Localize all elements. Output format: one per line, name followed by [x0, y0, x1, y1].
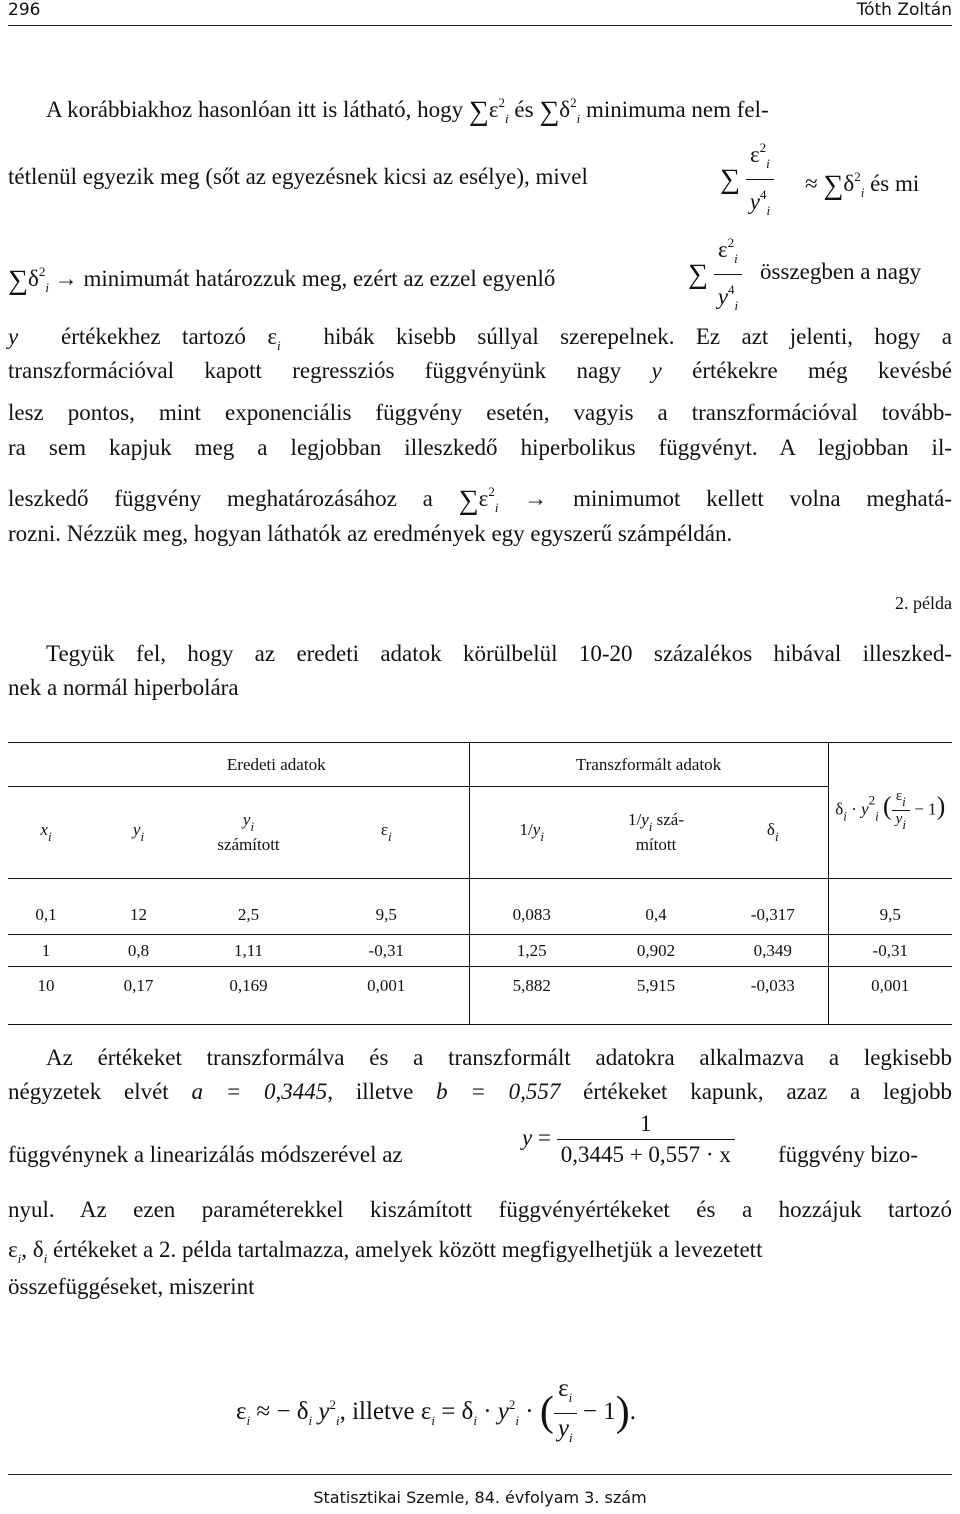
- footer-rule: [8, 1474, 952, 1475]
- frac-numerator: 1: [557, 1109, 735, 1140]
- cell: 0,001: [367, 975, 406, 995]
- text: leszkedő függvény meghatározásához a: [8, 486, 433, 511]
- cell: 10: [37, 975, 55, 995]
- page-number: 296: [8, 0, 41, 20]
- running-header: [0, 0, 960, 24]
- cell: 0,169: [229, 975, 268, 995]
- para1-line4: y értékekhez tartozó $\varepsilon_i$ hibák kisebb súllyal szerepelnek. Ez azt jelenti, hogy a: [8, 324, 952, 353]
- table-row: [8, 897, 952, 935]
- cell: -0,033: [750, 975, 795, 995]
- example-table: [8, 742, 952, 1025]
- text: szá-: [656, 810, 685, 829]
- table-row: [8, 935, 952, 967]
- cell: 2,5: [237, 905, 260, 925]
- sum-eps-sq: $\sum\varepsilon^2_i$: [468, 95, 509, 127]
- para3-line1: Az értékeket transzformálva és a transzformált adatokra alkalmazva a legkisebb: [46, 1045, 952, 1070]
- final-equation: $\varepsilon_i$ ≈ − $\delta_i$ $y^2_i$, illetve $\varepsilon_i = \delta_i \cdot y^2_i$ · ( $\frac{\varepsilon_i}{y_i}$ − 1).: [236, 1375, 636, 1445]
- para1-line5: transzformációval kapott regressziós függvényünk nagy y értékekre még kevésbé: [8, 358, 953, 383]
- cell: 1,25: [469, 935, 594, 967]
- formula-hyperbola: y = $\frac{1}{0,3445 + 0,557 \cdot x}$: [522, 1109, 735, 1170]
- text: hibák kisebb súllyal szerepelnek. Ez azt jelenti, hogy a: [323, 324, 952, 349]
- text: tétlenül egyezik meg (sőt az egyezésnek kicsi az esélye), mivel: [8, 164, 588, 189]
- formula-eps-over-y4: ∑ $\frac{\varepsilon^2_i}{y^4_i}$: [720, 133, 774, 226]
- col-header-inv-y: $1/y_i$: [469, 787, 594, 879]
- cell: 0,8: [127, 940, 150, 960]
- text: értékekhez tartozó: [61, 324, 246, 349]
- para2-line2: nek a normál hiperbolára: [8, 675, 239, 700]
- text: összegben a nagy: [760, 259, 921, 284]
- text: értékeket a 2. példa tartalmazza, amelyek között megfigyelhetjük a levezetett: [53, 1237, 763, 1262]
- cell: -0,317: [750, 905, 795, 925]
- para1-line9: rozni. Nézzük meg, hogyan láthatók az eredmények egy egyszerű számpéldán.: [8, 521, 733, 546]
- header-rule: [8, 25, 952, 26]
- formula-eps-over-y4-b: ∑ $\frac{\varepsilon^2_i}{y^4_i}$: [688, 228, 742, 321]
- para3-line6: összefüggéseket, miszerint: [8, 1274, 255, 1299]
- cell: 0,349: [753, 940, 792, 960]
- cell: 5,915: [636, 975, 676, 995]
- group-original: Eredeti adatok: [84, 743, 469, 787]
- example-label: 2. példa: [895, 593, 952, 613]
- text: , illetve: [327, 1079, 414, 1104]
- col-header-delta: $\delta_i$: [718, 787, 828, 879]
- para1-line8: leszkedő függvény meghatározásához a $\sum\varepsilon^2_i$ → minimumot kellett volna meghatá-: [8, 484, 953, 516]
- para3-line2: [8, 1077, 952, 1107]
- cell: -0,31: [828, 935, 952, 967]
- col-header-y-computed: $y_i$ számított: [193, 787, 304, 879]
- table-row: [8, 967, 952, 1005]
- para3-line4: nyul. Az ezen paraméterekkel kiszámított függvényértékeket és a hozzájuk tartozó: [8, 1197, 952, 1222]
- cell: 0,001: [828, 967, 952, 1005]
- text: minimumot kellett volna meghatá-: [573, 486, 953, 511]
- para2-line1: Tegyük fel, hogy az eredeti adatok körülbelül 10-20 százalékos hibával illeszked-: [46, 641, 952, 666]
- cell: 0,4: [645, 905, 667, 925]
- formula-b: b = 0,557: [436, 1079, 561, 1104]
- cell: 9,5: [828, 897, 952, 935]
- col-formula-header: $\delta_i \cdot y^2_i$ ( $\frac{\varepsilon i}{yi}$ − 1): [828, 743, 952, 879]
- cell: 1: [41, 940, 51, 960]
- text: és: [514, 97, 534, 122]
- text: négyzetek elvét: [8, 1079, 169, 1104]
- para1-line6: lesz pontos, mint exponenciális függvény esetén, vagyis a transzformációval tovább-: [8, 400, 952, 425]
- para3-line5: $\varepsilon_i$, $\delta_i$ értékeket a 2. példa tartalmazza, amelyek között megfigyelhetjük a levezetett: [8, 1237, 763, 1266]
- table-column-header-row: [8, 787, 952, 879]
- group-transformed: Transzformált adatok: [469, 743, 828, 787]
- para1-line3: $\sum\delta^2_i$ → minimumát határozzuk meg, ezért az ezzel egyenlő: [8, 264, 556, 296]
- text: minimuma nem fel-: [586, 97, 769, 122]
- col-header-inv-y-computed: $1/y_i$ szá- mított: [594, 787, 718, 879]
- text: mított: [635, 835, 677, 854]
- sum-delta-sq: $\sum\delta^2_i$: [539, 95, 581, 127]
- para1-line2-end: ≈ $\sum\delta^2_i$ és mi: [805, 169, 920, 201]
- cell: 0,1: [35, 905, 57, 925]
- text: A korábbiakhoz hasonlóan itt is látható, hogy: [46, 97, 464, 122]
- cell: 0,902: [636, 940, 676, 960]
- text: , illetve: [339, 1398, 415, 1426]
- cell: 5,882: [469, 967, 594, 1005]
- text: számított: [217, 835, 280, 854]
- cell: 12: [130, 905, 147, 925]
- text: és mi: [870, 171, 920, 196]
- cell: 0,083: [469, 897, 594, 935]
- col-header-eps: $\varepsilon_i$: [304, 787, 469, 879]
- col-header-y: $y_i$: [84, 787, 193, 879]
- col-header-x: $x_i$: [8, 787, 84, 879]
- cell: 0,17: [123, 975, 154, 995]
- cell: -0,31: [368, 940, 404, 960]
- journal-footer: Statisztikai Szemle, 84. évfolyam 3. szám: [313, 1488, 647, 1507]
- text: értékekre még kevésbé: [692, 358, 953, 383]
- cell: 1,11: [233, 940, 264, 960]
- author-name: Tóth Zoltán: [856, 0, 952, 20]
- text: transzformációval kapott regressziós függvényünk nagy: [8, 358, 622, 383]
- para3-line3-text: függvénynek a linearizálás módszerével az: [8, 1142, 403, 1167]
- text: értékeket kapunk, azaz a legjobb: [583, 1079, 953, 1104]
- para3-line3-end: függvény bizo-: [778, 1142, 918, 1167]
- text: minimumát határozzuk meg, ezért az ezzel egyenlő: [83, 266, 556, 291]
- para1-line2-text: [8, 162, 588, 192]
- formula-a: a = 0,3445: [191, 1079, 328, 1104]
- cell: 9,5: [375, 905, 397, 925]
- para1-line7: ra sem kapjuk meg a legjobban illeszkedő hiperbolikus függvényt. A legjobban il-: [8, 435, 952, 460]
- para1-line1: [46, 88, 769, 134]
- para1-line3-end: [760, 257, 921, 287]
- frac-denominator: 0,3445 + 0,557 · x: [560, 1142, 731, 1167]
- table-group-header-row: [8, 743, 952, 787]
